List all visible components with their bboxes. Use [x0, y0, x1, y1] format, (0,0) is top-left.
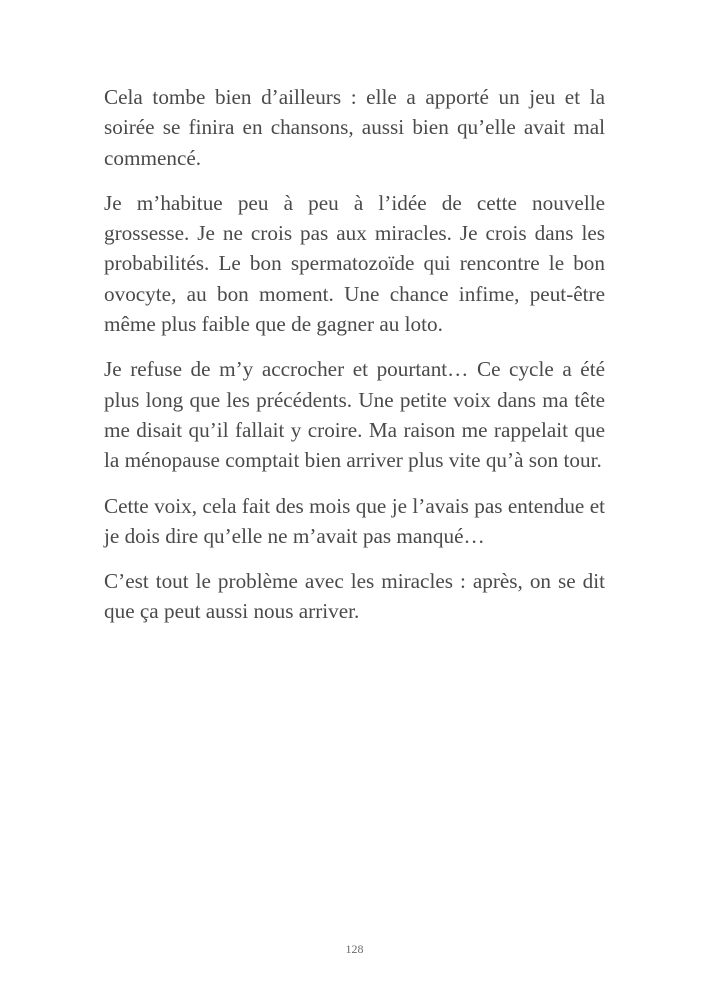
- paragraph-1: Cela tombe bien d’ailleurs : elle a apporté un jeu et la soirée se finira en chansons, aussi bien qu’elle avait mal commencé.: [104, 85, 605, 170]
- paragraph-3: Je refuse de m’y accrocher et pourtant… Ce cycle a été plus long que les précédents. Une petite voix dans ma tête me disait qu’il fallait y croire. Ma raison me rappelait que la ménopause comptait bien arriver plus vite qu’à son tour.: [104, 357, 605, 473]
- paragraph-5: C’est tout le problème avec les miracles : après, on se dit que ça peut aussi nous arriver.: [104, 569, 605, 624]
- body-text: [104, 82, 605, 642]
- page-number: 128: [345, 942, 364, 956]
- paragraph-2: Je m’habitue peu à peu à l’idée de cette nouvelle grossesse. Je ne crois pas aux miracles. Je crois dans les probabilités. Le bon spermatozoïde qui rencontre le bon ovocyte, au bon moment. Une chance infime, peut-être même plus faible que de gagner au loto.: [104, 190, 605, 337]
- paragraph-4: Cette voix, cela fait des mois que je l’avais pas entendue et je dois dire qu’elle ne m’avait pas manqué…: [104, 493, 605, 548]
